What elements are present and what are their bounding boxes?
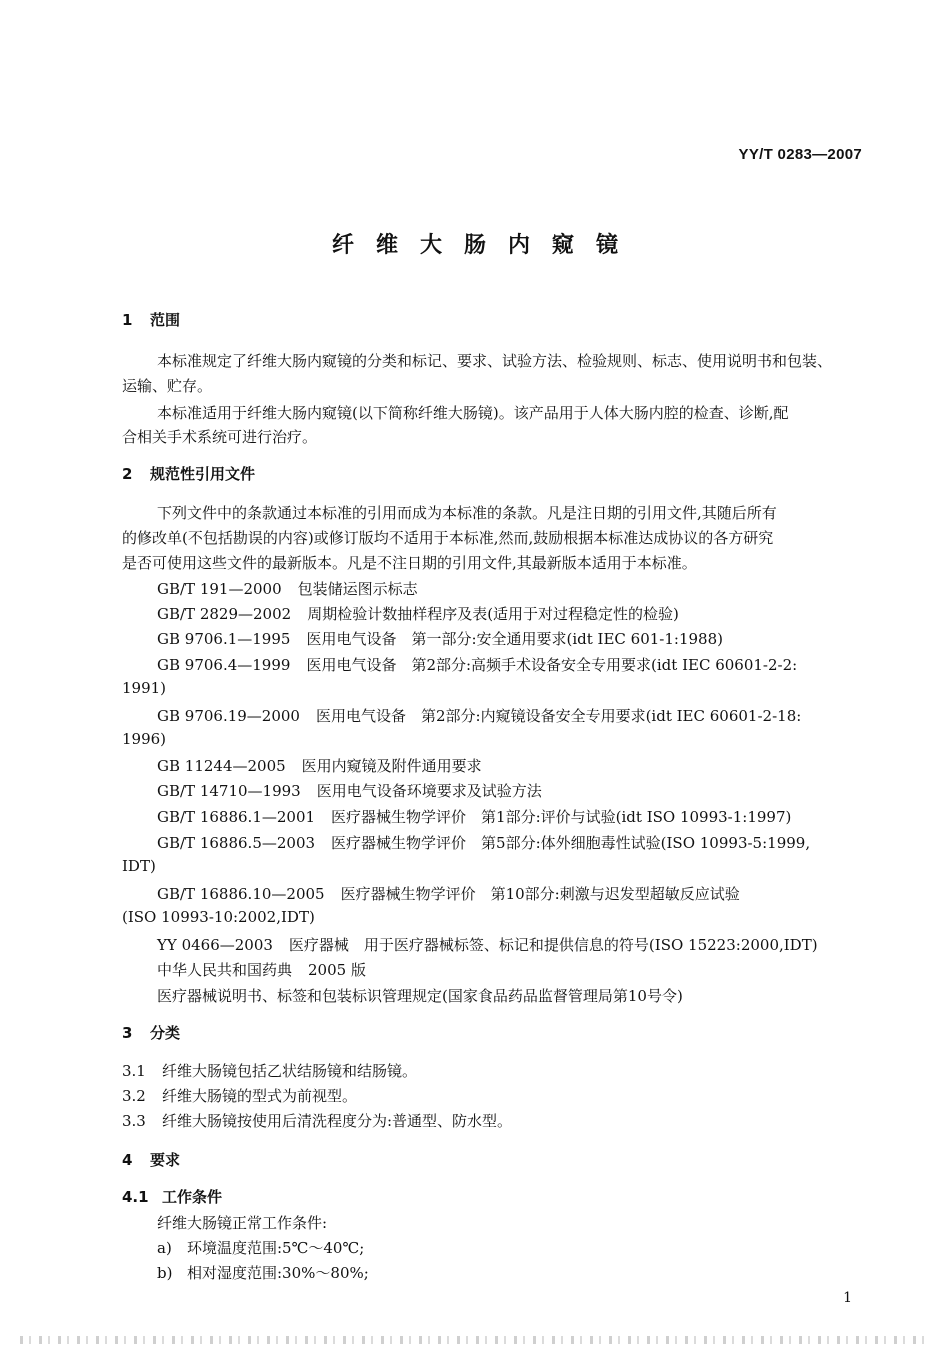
reference-code: GB/T 191—2000 [157,580,282,598]
section-title: 分类 [150,1024,181,1042]
reference-item [157,654,797,675]
document-title: 纤维大肠内窥镜 [331,233,640,258]
scan-noise-strip [20,1336,930,1344]
reference-item [157,959,366,980]
list-label: b) [157,1264,173,1282]
clause-text: 纤维大肠镜的型式为前视型。 [162,1087,358,1105]
clause-number: 3.1 [122,1062,146,1080]
clause-item [122,1085,357,1106]
reference-continuation: 1991) [122,679,167,697]
paragraph-line: 下列文件中的条款通过本标准的引用而成为本标准的条款。凡是注日期的引用文件,其随后所有 [157,504,777,522]
reference-code: 中华人民共和国药典 [157,961,293,979]
clause-number: 3.2 [122,1087,146,1105]
reference-code: GB 9706.19—2000 [157,707,300,725]
reference-title: 医疗器械生物学评价 第5部分:体外细胞毒性试验(ISO 10993-5:1999, [331,834,811,852]
reference-item [157,832,810,853]
reference-title: 医用内窥镜及附件通用要求 [301,757,482,775]
section-number: 4 [122,1151,133,1169]
reference-continuation: IDT) [122,857,156,875]
reference-code: GB/T 2829—2002 [157,605,292,623]
reference-code: YY 0466—2003 [157,936,273,954]
reference-title: 医用电气设备环境要求及试验方法 [316,782,542,800]
reference-title: 医疗器械生物学评价 第10部分:刺激与迟发型超敏反应试验 [340,885,740,903]
reference-title: 包装储运图示标志 [297,580,418,598]
reference-title: 医疗器械生物学评价 第1部分:评价与试验(idt ISO 10993-1:1997) [331,808,792,826]
reference-item [157,755,482,776]
reference-title: 医用电气设备 第2部分:高频手术设备安全专用要求(idt IEC 60601-2-2: [306,656,798,674]
section-number: 3 [122,1024,133,1042]
paragraph-line: 合相关手术系统可进行治疗。 [122,428,318,446]
reference-code: GB 11244—2005 [157,757,286,775]
reference-item [157,806,791,827]
list-item [157,1262,369,1283]
page-number: 1 [843,1290,852,1306]
paragraph-line: 本标准适用于纤维大肠内窥镜(以下简称纤维大肠镜)。该产品用于人体大肠内腔的检查、诊断,配 [157,404,789,422]
section-title: 规范性引用文件 [150,465,256,483]
section-2-heading [122,463,255,484]
clause-text: 纤维大肠镜包括乙状结肠镜和结肠镜。 [162,1062,418,1080]
section-1-heading [122,309,180,330]
reference-item [157,603,679,624]
list-text: 相对湿度范围:30%～80%; [187,1264,369,1282]
reference-code: GB/T 16886.1—2001 [157,808,316,826]
subsection-title: 工作条件 [162,1188,223,1206]
reference-item [157,578,418,599]
section-number: 2 [122,465,133,483]
list-item [157,1237,364,1258]
paragraph-line: 的修改单(不包括勘误的内容)或修订版均不适用于本标准,然而,鼓励根据本标准达成协议的各方研究 [122,529,774,547]
reference-title: 医疗器械 用于医疗器械标签、标记和提供信息的符号(ISO 15223:2000,IDT) [288,936,818,954]
subsection-4-1-heading [122,1186,222,1207]
reference-code: GB 9706.1—1995 [157,630,291,648]
reference-code: 医疗器械说明书、标签和包装标识管理规定(国家食品药品监督管理局第10号令) [157,987,683,1005]
section-4-heading [122,1149,180,1170]
paragraph-line: 运输、贮存。 [122,377,213,395]
reference-item [157,705,801,726]
standard-number: YY/T 0283—2007 [738,146,862,163]
reference-item [157,883,740,904]
reference-code: GB/T 16886.5—2003 [157,834,316,852]
clause-number: 3.3 [122,1112,146,1130]
reference-code: GB 9706.4—1999 [157,656,291,674]
reference-continuation: 1996) [122,730,167,748]
section-title: 范围 [150,311,181,329]
list-text: 环境温度范围:5℃～40℃; [187,1239,365,1257]
section-number: 1 [122,311,133,329]
section-title: 要求 [150,1151,181,1169]
clause-text: 纤维大肠镜按使用后清洗程度分为:普通型、防水型。 [162,1112,513,1130]
reference-item [157,780,542,801]
subsection-number: 4.1 [122,1188,149,1206]
reference-code: GB/T 16886.10—2005 [157,885,325,903]
clause-item [122,1110,512,1131]
reference-item [157,985,683,1006]
reference-item [157,628,723,649]
paragraph-line: 纤维大肠镜正常工作条件: [157,1214,328,1232]
paragraph-line: 是否可使用这些文件的最新版本。凡是不注日期的引用文件,其最新版本适用于本标准。 [122,554,697,572]
list-label: a) [157,1239,172,1257]
reference-title: 周期检验计数抽样程序及表(适用于对过程稳定性的检验) [307,605,679,623]
reference-title: 医用电气设备 第一部分:安全通用要求(idt IEC 601-1:1988) [306,630,723,648]
section-3-heading [122,1022,180,1043]
clause-item [122,1060,417,1081]
reference-title: 2005 版 [308,961,366,979]
reference-item [157,934,818,955]
reference-code: GB/T 14710—1993 [157,782,301,800]
reference-title: 医用电气设备 第2部分:内窥镜设备安全专用要求(idt IEC 60601-2-18: [315,707,802,725]
reference-continuation: (ISO 10993-10:2002,IDT) [122,908,315,926]
paragraph-line: 本标准规定了纤维大肠内窥镜的分类和标记、要求、试验方法、检验规则、标志、使用说明书和包装、 [157,352,833,370]
